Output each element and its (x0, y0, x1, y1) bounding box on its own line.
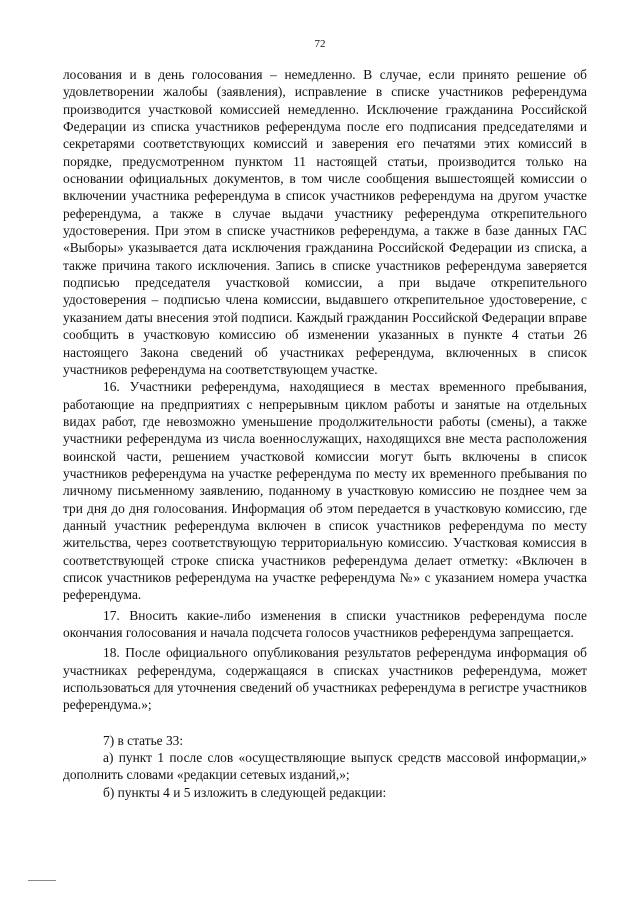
paragraph-16: 16. Участники референдума, находящиеся в местах временного пребывания, работающие на предприятиях с непрерывным циклом работы и занятые на отдельных видах работ, где невозможно уменьшение продолжительности работы (смены), а также участники референдума из числа военнослужащих, находящихся вне места расположения воинской части, решением участковой комиссии могут быть включены в список участников референдума на участке референдума по месту их временного пребывания по личному письменному заявлению, поданному в участковую комиссию не позднее чем за три дня до дня голосования. Информация об этом передается в участковую комиссию, где данный участник референдума включен в список участников референдума по месту жительства, через соответствующую территориальную комиссию. Участковая комиссия в соответствующей строке списка участников референдума делает отметку: «Включен в список участников референдума на участке референдума №» с указанием номера участка референдума. (63, 379, 587, 603)
page-number: 72 (314, 38, 326, 50)
scan-artifact-line (28, 880, 56, 881)
item-7-heading: 7) в статье 33: (103, 732, 184, 748)
document-body (63, 66, 587, 801)
paragraph-continuation: лосования и в день голосования – немедленно. В случае, если принято решение об удовлетворении жалобы (заявления), исправление в списке участников референдума производится участковой комиссией немедленно. Исключение гражданина Российской Федерации из списка участников референдума после его подписания председателями и секретарями соответствующих комиссий и заверения его печатями этих комиссий в порядке, предусмотренном пунктом 11 настоящей статьи, производится только на основании официальных документов, в том числе сообщения вышестоящей комиссии о включении участника референдума в список участников референдума на другом участке референдума, а также в случае выдачи участнику референдума открепительного удостоверения. При этом в списке участников референдума, а также в базе данных ГАС «Выборы» указывается дата исключения гражданина Российской Федерации из списка, а также причина такого исключения. Запись в списке участников референдума заверяется подписью председателя участковой комиссии, а при выдаче открепительного удостоверения – подписью члена комиссии, выдавшего открепительное удостоверение, с указанием даты внесения этой подписи. Каждый гражданин Российской Федерации вправе сообщить в участковую комиссию об изменении указанных в пункте 4 статьи 26 настоящего Закона сведений об участниках референдума, включенных в список участников референдума на соответствующем участке. (63, 67, 587, 377)
subitem-b: б) пункты 4 и 5 изложить в следующей редакции: (103, 784, 387, 800)
paragraph-18: 18. После официального опубликования результатов референдума информация об участниках референдума, содержащаяся в списках участников референдума, может использоваться для уточнения сведений об участниках референдума в регистре участников референдума.»; (63, 645, 587, 713)
subitem-a: а) пункт 1 после слов «осуществляющие выпуск средств массовой информации,» дополнить словами «редакции сетевых изданий,»; (63, 750, 587, 783)
paragraph-17: 17. Вносить какие-либо изменения в списки участников референдума после окончания голосования и начала подсчета голосов участников референдума запрещается. (63, 607, 587, 640)
